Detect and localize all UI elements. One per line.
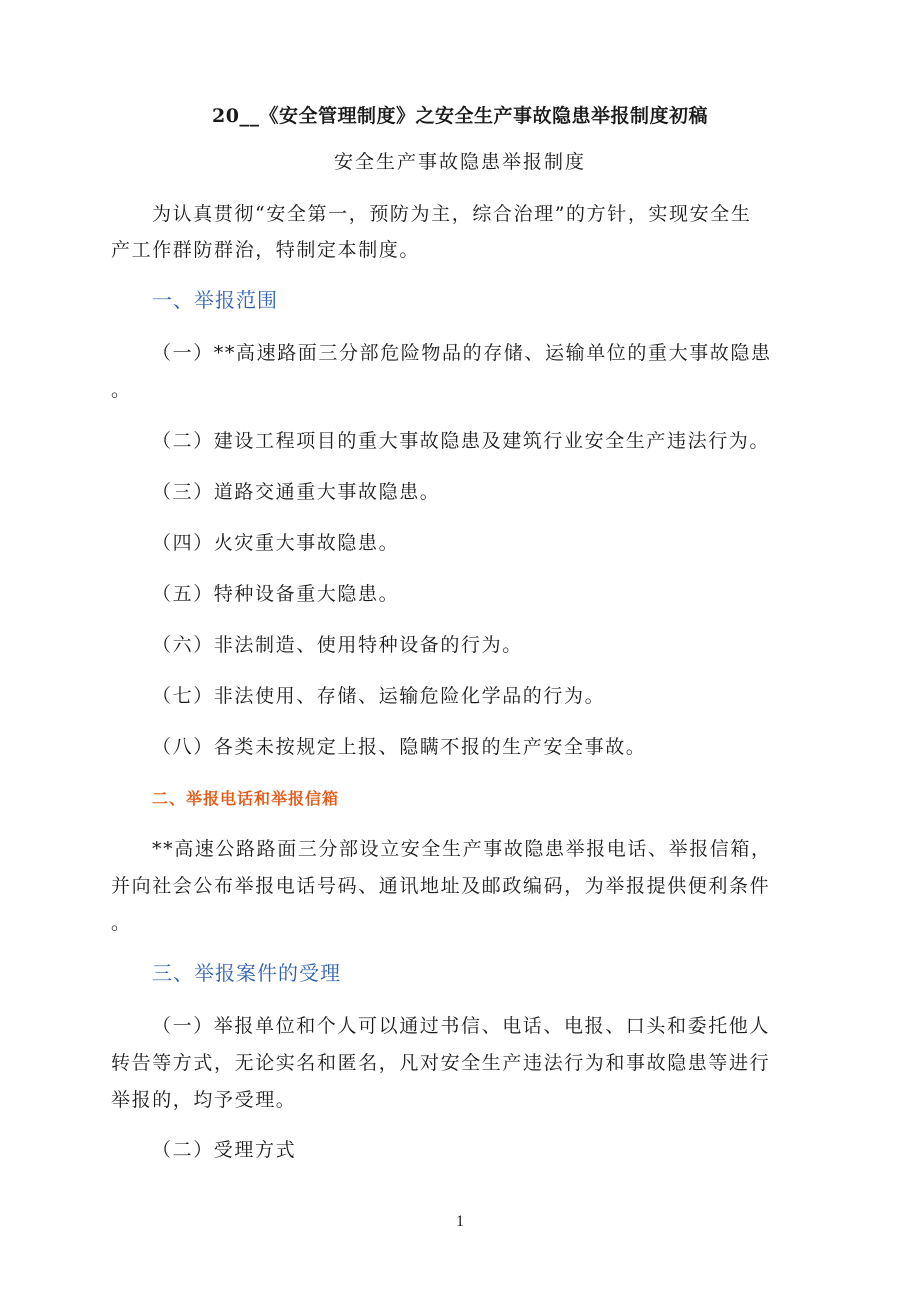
section3-heading: 三、举报案件的受理 [152, 961, 341, 985]
section1-item-1-cont: 。 [111, 379, 132, 401]
document-subtitle: 安全生产事故隐患举报制度 [333, 151, 586, 173]
section1-item-8: （八）各类未按规定上报、隐瞒不报的生产安全事故。 [152, 736, 647, 758]
section2-body-2: 并向社会公布举报电话号码、通讯地址及邮政编码，为举报提供便利条件 [111, 875, 771, 897]
document-title: 20__《安全管理制度》之安全生产事故隐患举报制度初稿 [212, 105, 708, 127]
section2-heading: 二、举报电话和举报信箱 [152, 789, 340, 808]
section1-item-2: （二）建设工程项目的重大事故隐患及建筑行业安全生产违法行为。 [152, 430, 771, 452]
page-number: 1 [456, 1213, 464, 1230]
section1-item-6: （六）非法制造、使用特种设备的行为。 [152, 634, 523, 656]
section3-item-1-line-3: 举报的，均予受理。 [111, 1089, 297, 1111]
section1-item-7: （七）非法使用、存储、运输危险化学品的行为。 [152, 685, 606, 707]
section3-item-1-line-1: （一）举报单位和个人可以通过书信、电话、电报、口头和委托他人 [152, 1015, 771, 1037]
section1-item-4: （四）火灾重大事故隐患。 [152, 532, 400, 554]
section2-body-1: **高速公路路面三分部设立安全生产事故隐患举报电话、举报信箱， [152, 838, 772, 860]
section1-heading: 一、举报范围 [152, 288, 278, 312]
section1-item-5: （五）特种设备重大隐患。 [152, 583, 400, 605]
section1-item-1: （一）**高速路面三分部危险物品的存储、运输单位的重大事故隐患 [152, 342, 772, 364]
intro-line-2: 产工作群防群治，特制定本制度。 [111, 239, 421, 261]
intro-line-1: 为认真贯彻“安全第一，预防为主，综合治理”的方针，实现安全生 [152, 203, 752, 225]
section2-body-3: 。 [111, 912, 132, 934]
section1-item-3: （三）道路交通重大事故隐患。 [152, 481, 441, 503]
section3-item-1-line-2: 转告等方式，无论实名和匿名，凡对安全生产违法行为和事故隐患等进行 [111, 1052, 771, 1074]
section3-item-2: （二）受理方式 [152, 1139, 297, 1161]
